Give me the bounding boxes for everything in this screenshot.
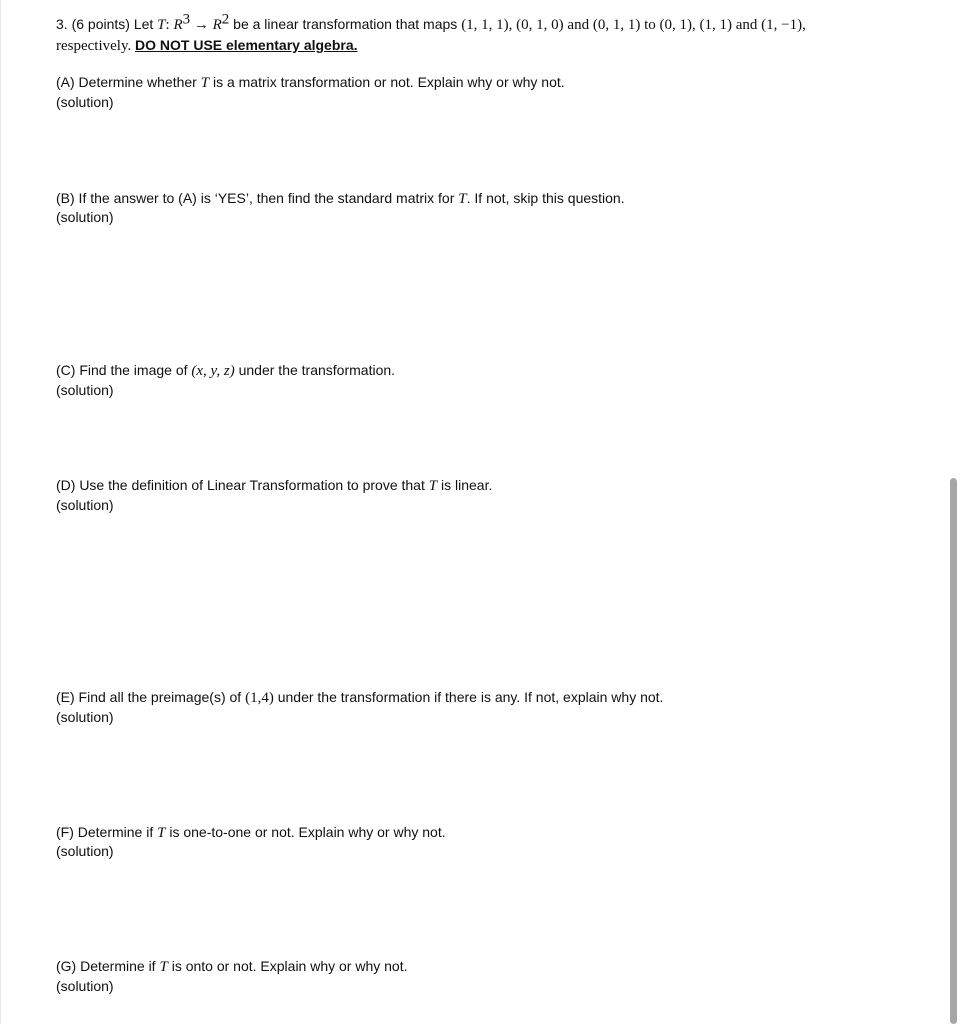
part-e-solution-label: (solution) [56,709,114,725]
part-e-suffix: under the transformation if there is any. If not, explain why not. [273,689,664,705]
exponent-3: 3 [182,11,191,28]
part-d-suffix: is linear. [437,477,493,493]
part-f-prefix: (F) Determine if [56,824,158,840]
part-f-solution-label: (solution) [56,843,114,859]
question-intro [56,11,806,34]
part-c-solution-label: (solution) [56,382,114,398]
var-r-codomain: R [212,17,222,33]
part-g-suffix: is onto or not. Explain why or why not. [167,958,408,974]
part-e-prompt [56,688,663,707]
scrollbar-thumb[interactable] [950,478,957,1024]
var-t: T [458,191,467,207]
part-f-prompt [56,823,446,842]
warning-text: DO NOT USE elementary algebra. [135,37,358,53]
var-t: T [159,959,168,975]
page-edge [0,0,1,1024]
var-r-domain: R [173,17,183,33]
question-prefix: 3. (6 points) Let [56,16,158,32]
part-d-prompt [56,476,492,495]
xyz-math: (x, y, z) [191,363,235,379]
part-c-prefix: (C) Find the image of [56,362,192,378]
part-e-prefix: (E) Find all the preimage(s) of [56,689,246,705]
exponent-2: 2 [221,11,230,28]
part-b-suffix: . If not, skip this question. [466,190,625,206]
var-t: T [200,75,210,91]
question-intro-line2 [56,36,358,55]
vertical-scrollbar[interactable] [947,0,961,1024]
respectively-text: respectively. [56,38,135,54]
part-d-prefix: (D) Use the definition of Linear Transformation to prove that [56,477,429,493]
part-f-suffix: is one-to-one or not. Explain why or why not. [165,824,446,840]
part-b-prefix: (B) If the answer to (A) is ‘YES’, then find the standard matrix for [56,190,459,206]
var-t: T [157,825,166,841]
part-a-solution-label: (solution) [56,94,114,110]
arrow: → [190,17,213,33]
var-t: T [428,478,438,494]
colon: : [165,17,174,33]
part-g-prefix: (G) Determine if [56,958,160,974]
part-c-prompt [56,361,395,380]
part-b-solution-label: (solution) [56,209,114,225]
part-g-prompt [56,957,408,976]
part-a-suffix: is a matrix transformation or not. Explain why or why not. [209,74,565,90]
part-a-prompt [56,73,565,92]
var-t: T [157,17,166,33]
part-g-solution-label: (solution) [56,978,114,994]
part-b-prompt [56,189,625,208]
maps-math: (1, 1, 1), (0, 1, 0) and (0, 1, 1) to (0, 1), (1, 1) and (1, −1), [461,17,806,33]
part-c-suffix: under the transformation. [234,362,396,378]
part-d-solution-label: (solution) [56,497,114,513]
question-mid: be a linear transformation that maps [229,16,462,32]
part-a-prefix: (A) Determine whether [56,74,201,90]
point-math: (1,4) [245,690,274,706]
